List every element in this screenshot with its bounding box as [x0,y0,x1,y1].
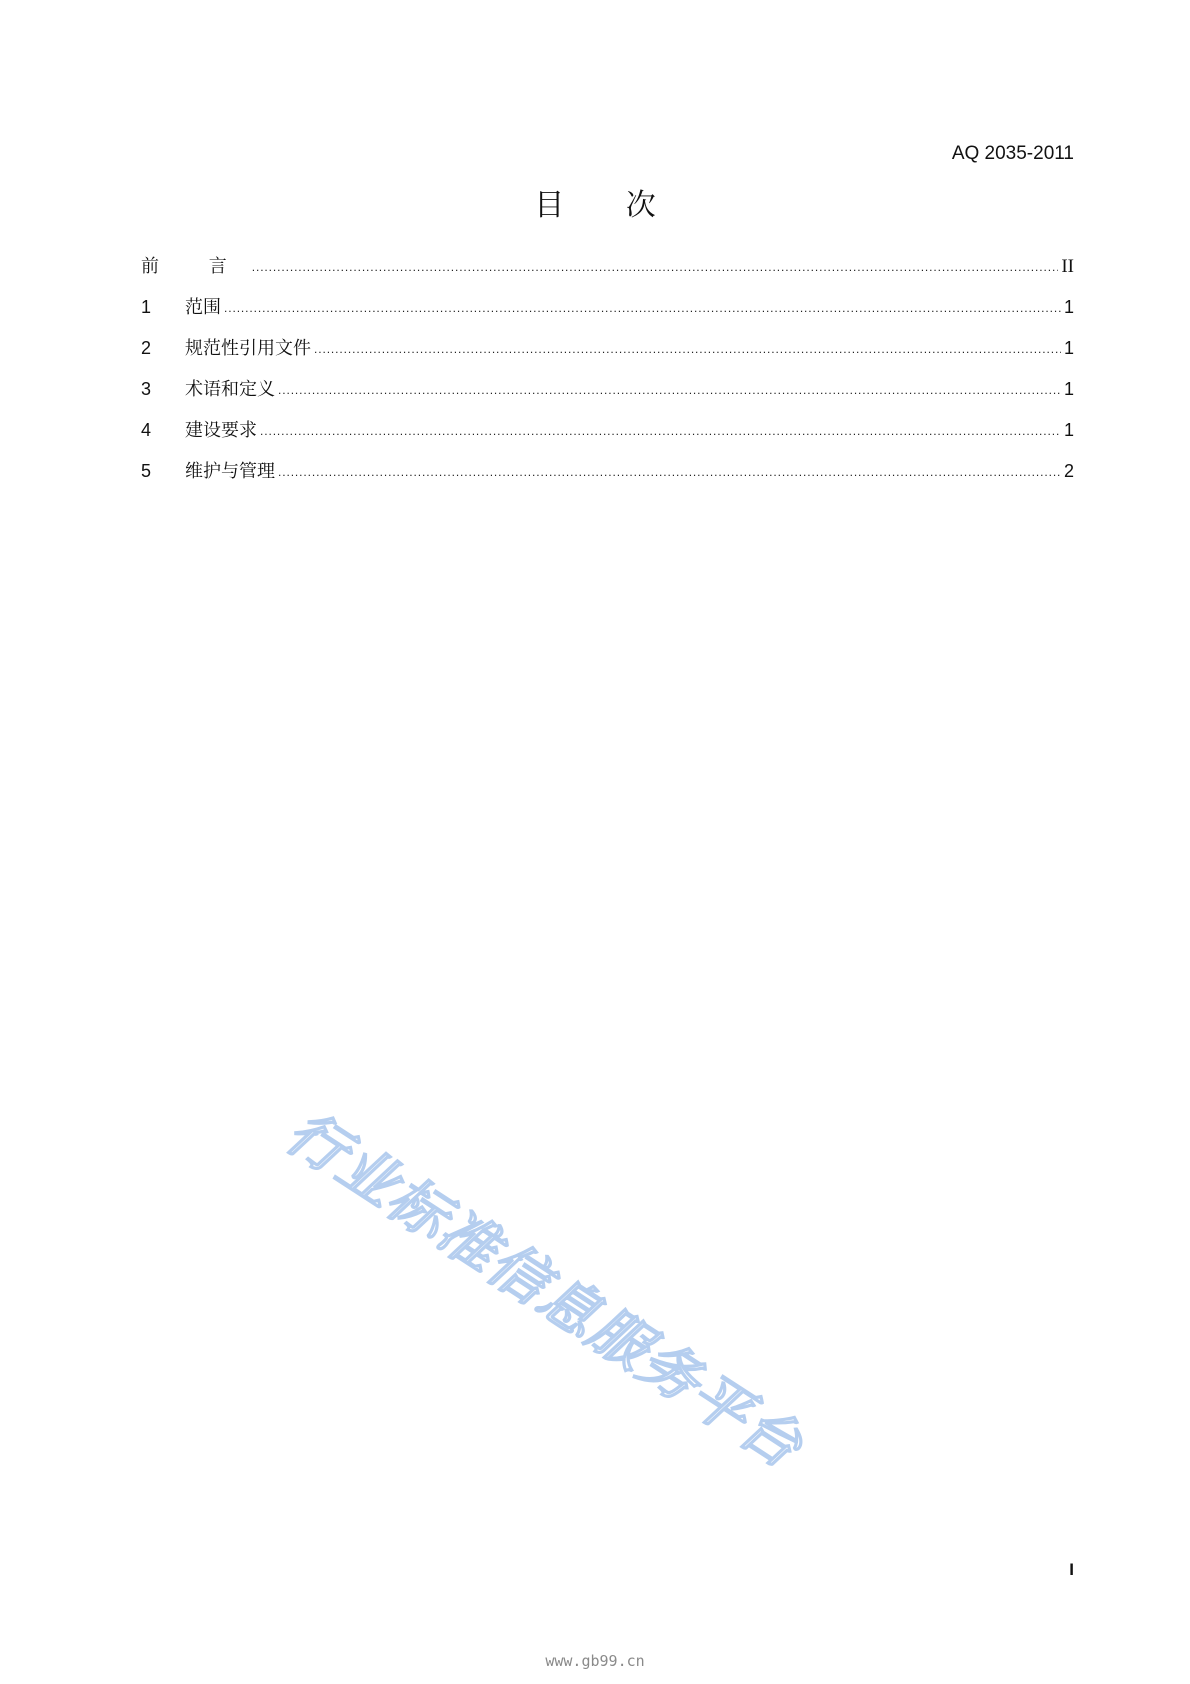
toc-entry-terms-definitions[interactable] [141,375,1074,416]
toc-entry-label: 术语和定义 [185,379,275,400]
toc-leader-dots [314,342,1061,356]
toc-entry-construction-requirements[interactable] [141,416,1074,457]
toc-entry-maintenance-management[interactable] [141,457,1074,498]
toc-leader-dots [260,424,1061,438]
toc-entry-page: II [1061,256,1074,277]
toc-leader-dots [278,465,1061,479]
toc-entry-label: 建设要求 [185,420,257,441]
toc-entry-foreword[interactable] [141,252,1074,293]
toc-entry-normative-references[interactable] [141,334,1074,375]
toc-entry-number: 1 [141,297,152,317]
page-number: I [1069,1560,1074,1579]
toc-entry-label: 维护与管理 [185,461,275,482]
toc-leader-dots [278,383,1061,397]
toc-entry-page: 1 [1063,379,1074,399]
toc-entry-label: 前 言 [141,256,249,277]
watermark: 行业标准信息服务平台 [274,1097,816,1482]
toc-entry-number: 3 [141,379,152,399]
toc-entry-number: 5 [141,461,152,481]
toc-entry-page: 1 [1063,420,1074,440]
toc-entry-label: 规范性引用文件 [185,338,311,359]
toc-entry-page: 2 [1063,461,1074,481]
toc-entry-number: 2 [141,338,152,358]
toc-leader-dots [224,301,1061,315]
toc-entry-page: 1 [1063,338,1074,358]
toc-leader-dots [252,260,1059,274]
standard-code: AQ 2035-2011 [951,143,1074,164]
toc-entry-number: 4 [141,420,152,440]
toc-entry-page: 1 [1063,297,1074,317]
footer-site-url: www.gb99.cn [545,1652,645,1670]
toc-entry-label: 范围 [185,297,221,318]
toc-title: 目 次 [534,188,682,223]
table-of-contents [141,252,1074,498]
toc-entry-scope[interactable] [141,293,1074,334]
